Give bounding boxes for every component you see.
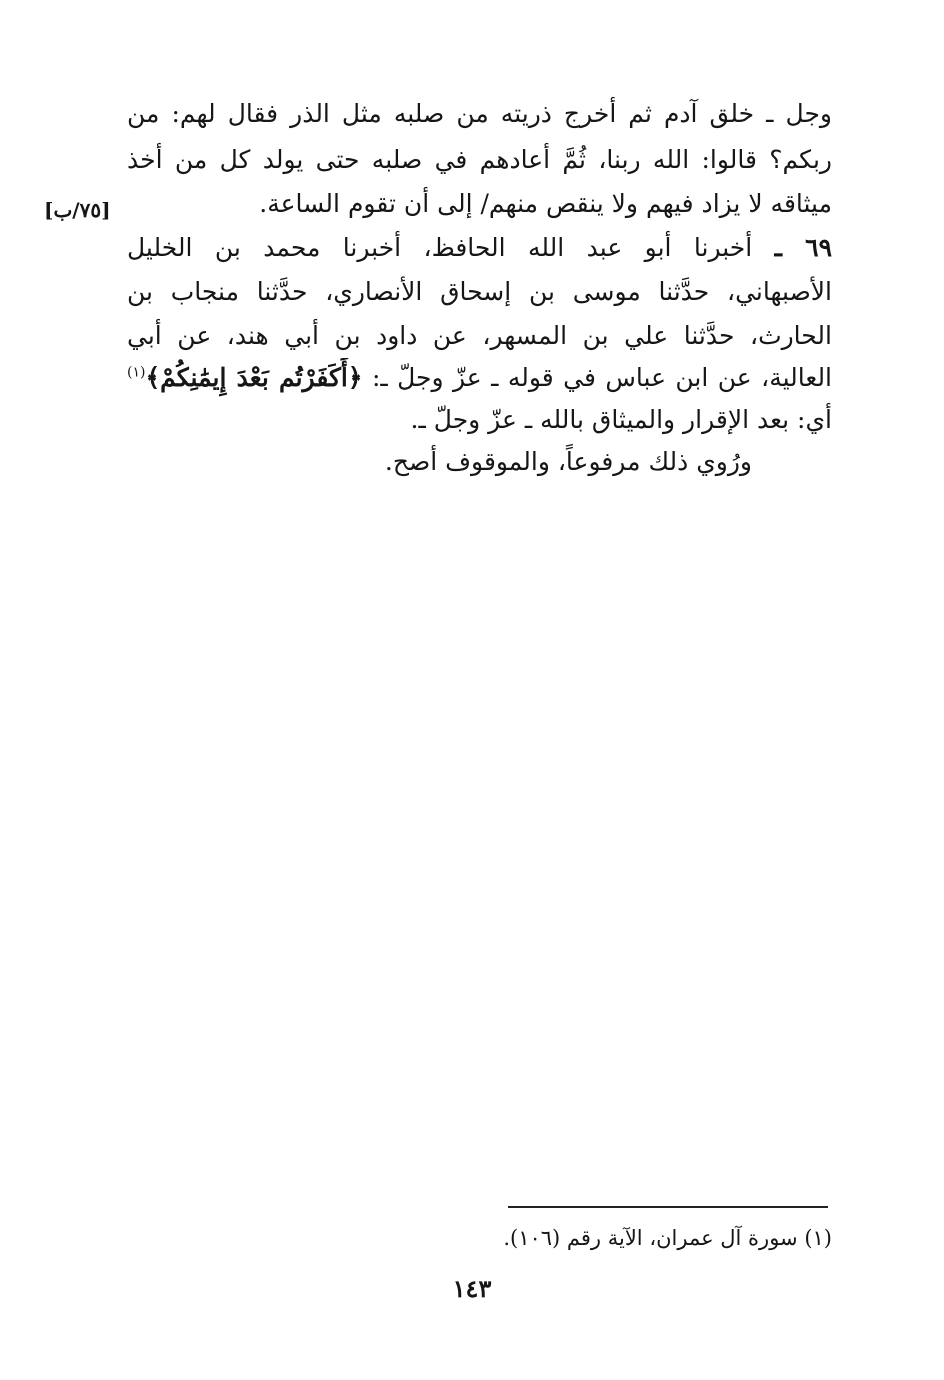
- hadith-text-start: أخبرنا أبو عبد الله الحافظ، أخبرنا محمد بن الخليل: [127, 233, 753, 262]
- footnote-separator: [508, 1206, 828, 1208]
- body-line-5: الأصبهاني، حدَّثنا موسى بن إسحاق الأنصاري، حدَّثنا منجاب بن: [127, 277, 832, 306]
- body-line-3: ميثاقه لا يزاد فيهم ولا ينقص منهم/ إلى أن تقوم الساعة.: [259, 189, 832, 218]
- body-line-8: أي: بعد الإقرار والميثاق بالله ـ عزّ وجلّ ـ.: [410, 405, 832, 434]
- quran-quote: ﴿أَكَفَرْتُم بَعْدَ إِيمَٰنِكُمْ﴾: [145, 363, 363, 392]
- quran-citation-line: [127, 358, 832, 398]
- hadith-number: ٦٩ ـ: [774, 233, 832, 262]
- footnote-marker: (١): [127, 364, 146, 381]
- hadith-first-line: [127, 228, 832, 268]
- body-line-9: ورُوي ذلك مرفوعاً، والموقوف أصح.: [384, 447, 752, 476]
- body-line-6: الحارث، حدَّثنا علي بن المسهر، عن داود بن أبي هند، عن أبي: [127, 321, 832, 350]
- marginal-folio-reference: [٧٥/ب]: [44, 198, 111, 222]
- citation-lead: العالية، عن ابن عباس في قوله ـ عزّ وجلّ ـ:: [371, 363, 832, 392]
- page-number: ١٤٣: [452, 1274, 492, 1303]
- footnote-text: (١) سورة آل عمران، الآية رقم (١٠٦).: [503, 1226, 832, 1250]
- body-line-1: وجل ـ خلق آدم ثم أخرج ذريته من صلبه مثل الذر فقال لهم: من: [127, 99, 832, 128]
- body-line-2: ربكم؟ قالوا: الله ربنا، ثُمَّ أعادهم في صلبه حتى يولد كل من أخذ: [127, 145, 832, 174]
